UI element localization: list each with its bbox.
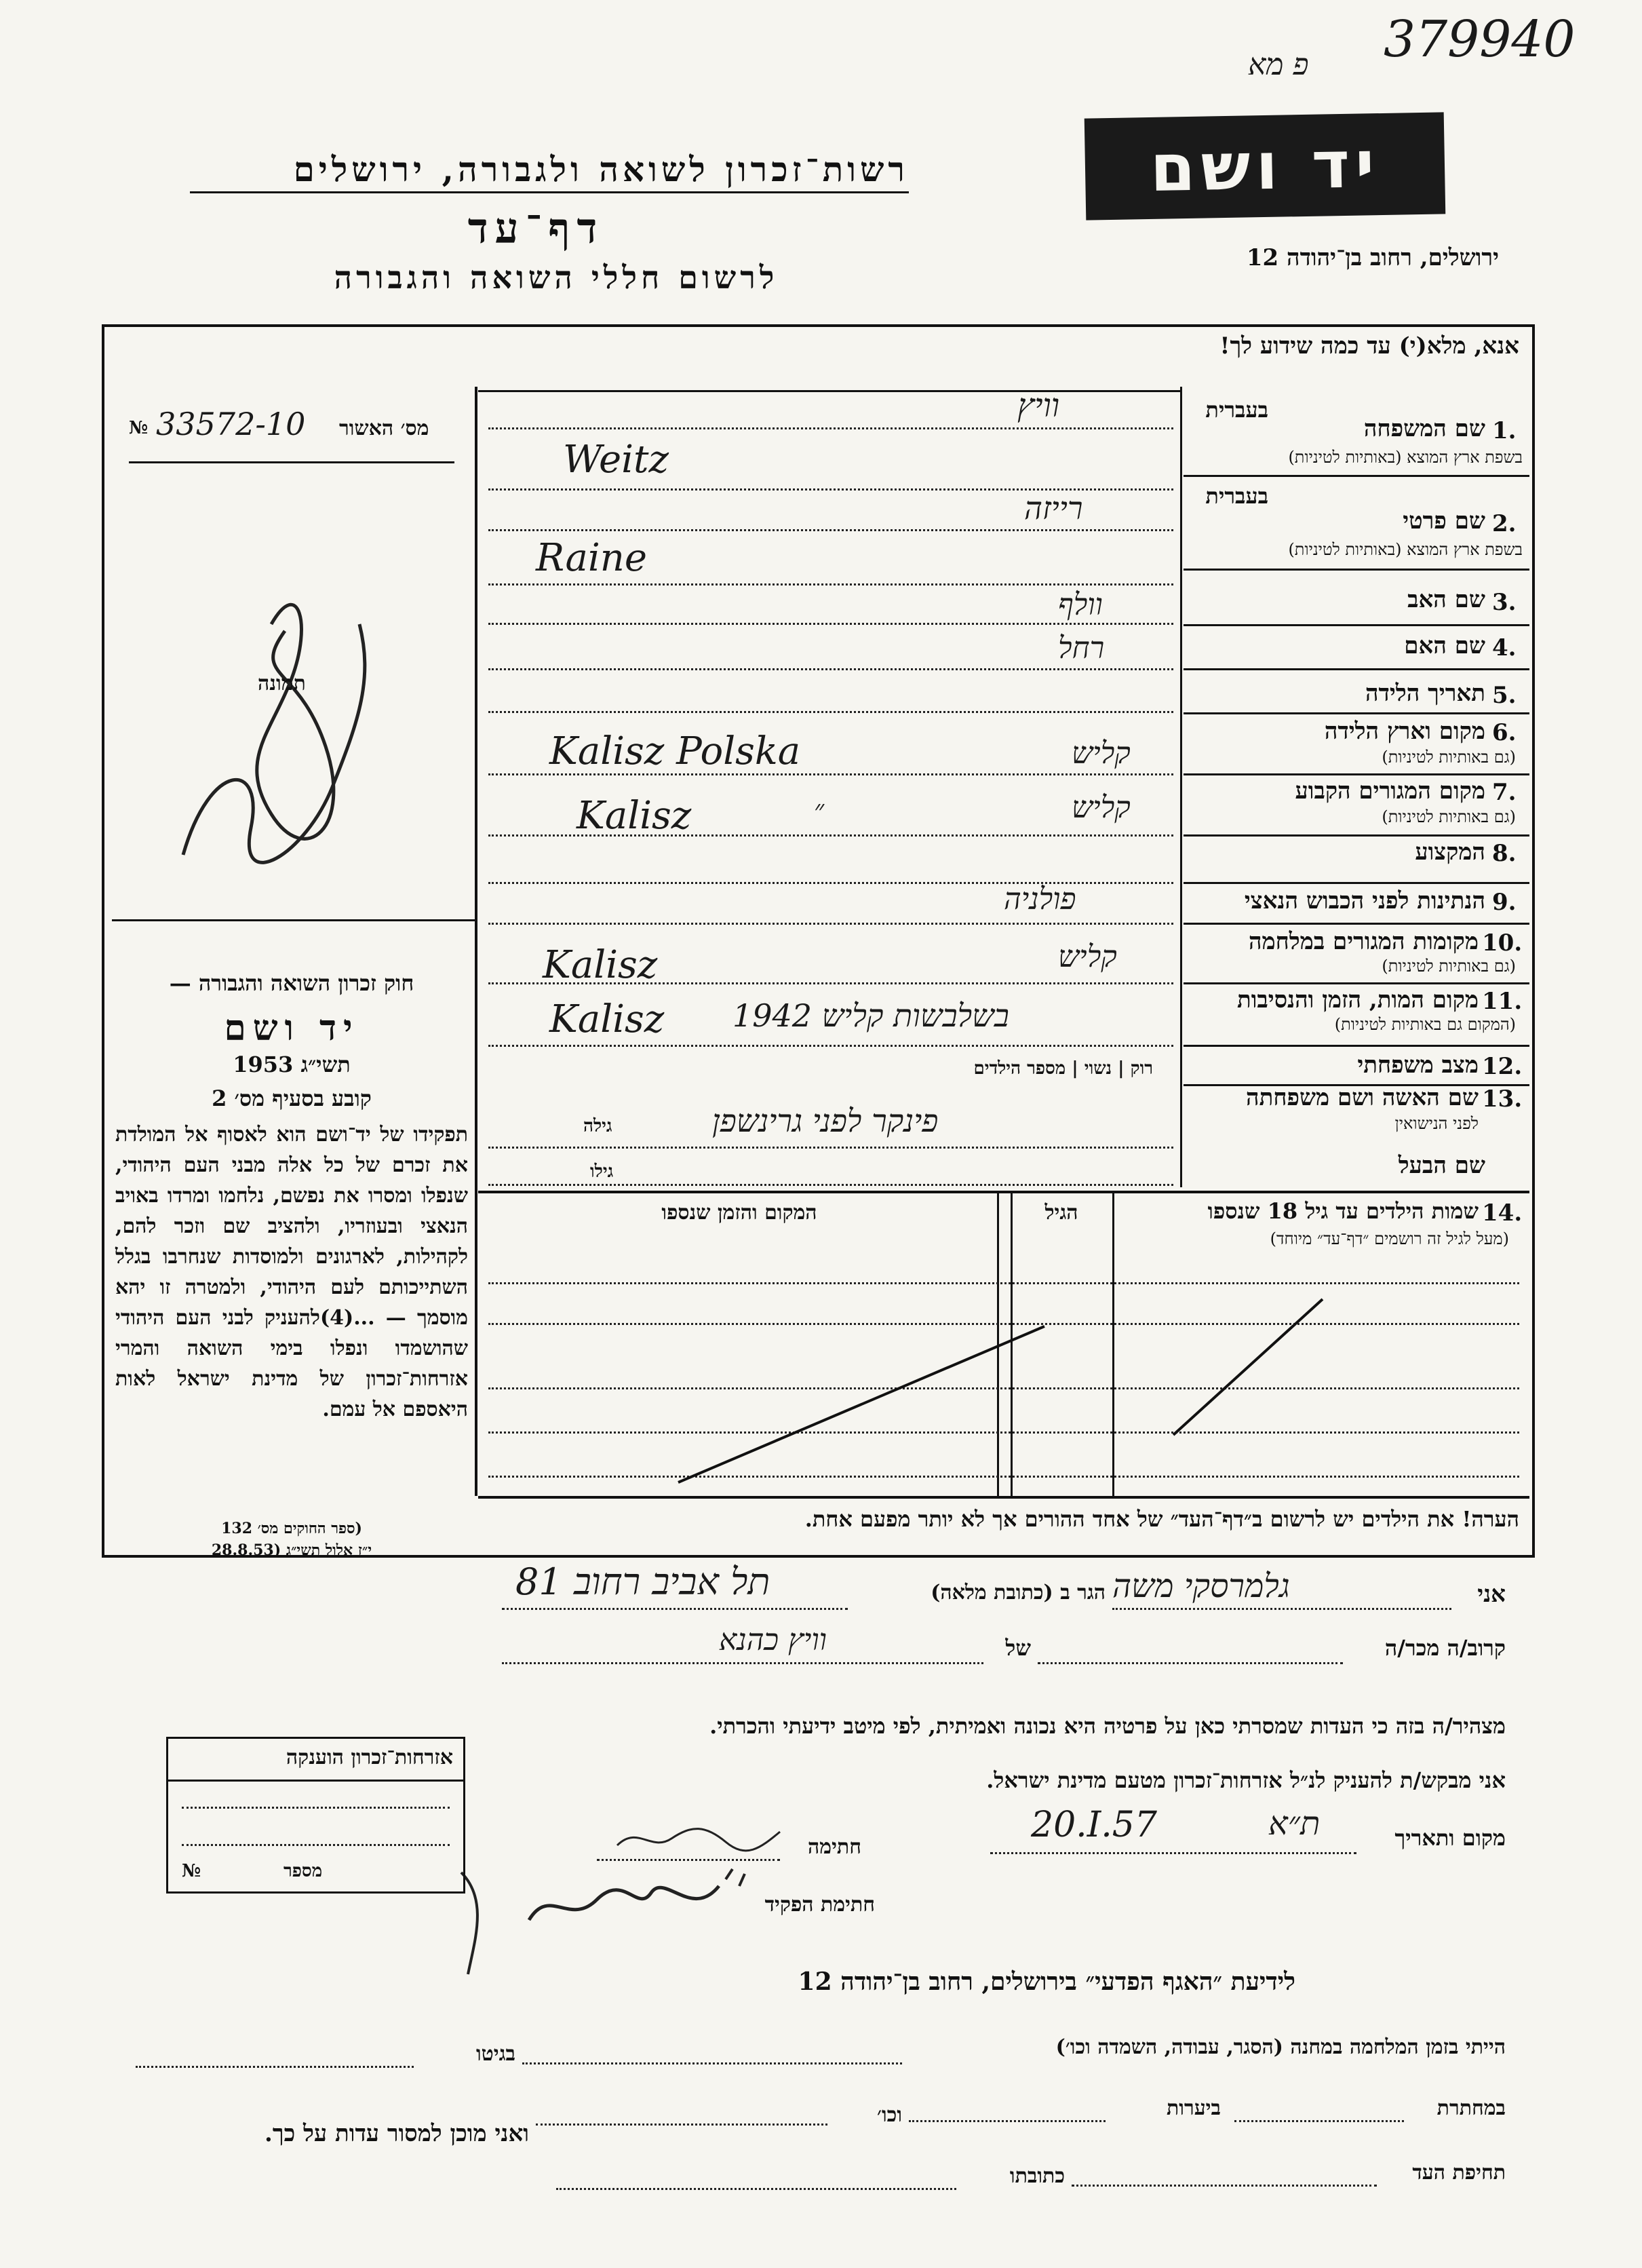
field-7-ditto: ״ xyxy=(814,794,825,826)
declarant-address-line xyxy=(502,1608,848,1610)
field-1-line-a xyxy=(488,427,1173,429)
field-6-value: קליש xyxy=(1072,736,1131,771)
declarant-of-label: של xyxy=(1005,1635,1031,1661)
field-1-latin-value: Weitz xyxy=(563,438,669,482)
approval-label: מס׳ האשור xyxy=(339,417,429,440)
field-13-sub: לפני הנישואין xyxy=(1394,1114,1479,1133)
field-7-divider xyxy=(1184,834,1529,837)
declarant-signature-icon xyxy=(610,1818,787,1859)
husband-line xyxy=(488,1184,1173,1186)
footer-line3-b: כתובתו xyxy=(1009,2164,1065,2188)
citizenship-line-2 xyxy=(182,1844,450,1846)
right-top-line xyxy=(478,390,1180,392)
field-11-label: מקום המות, הזמן והנסיבות xyxy=(1236,986,1479,1014)
children-age-header: הגיל xyxy=(1044,1201,1078,1225)
approval-box xyxy=(129,400,454,463)
footer-line1-b: בגיטו xyxy=(475,2042,515,2066)
field-6-divider xyxy=(1184,773,1529,775)
law-source-1: (ספר החוקים מס׳ 132 xyxy=(221,1520,362,1537)
law-clause: קובע בסעיף מס׳ 2 xyxy=(212,1085,372,1111)
field-6-line xyxy=(488,773,1173,775)
field-3-number: 3. xyxy=(1492,589,1517,616)
field-2-number: 2. xyxy=(1492,510,1517,537)
field-4-line xyxy=(488,668,1173,670)
field-13-spouse: פינקר לפני גרינשפן xyxy=(712,1102,939,1139)
declarant-relation-line xyxy=(1038,1662,1343,1664)
field-1-sub: בשפת ארץ המוצא (באותיות לטיניות) xyxy=(1288,448,1523,467)
field-7-value: קליש xyxy=(1072,790,1131,825)
logo-text: יד ושם xyxy=(1149,126,1381,206)
field-10-label: מקומות המגורים במלחמה xyxy=(1248,928,1479,955)
archive-number: 379940 xyxy=(1384,10,1576,69)
declarant-i-label: אני xyxy=(1477,1581,1506,1608)
field-2-hebrew-tag: בעברית xyxy=(1205,483,1268,509)
officer-label: חתימת הפקיד xyxy=(764,1893,875,1917)
field-11-latin: Kalisz xyxy=(549,997,665,1041)
field-11-number: 11. xyxy=(1482,988,1523,1015)
law-source-2: י״ז אלול תשי״ג (28.8.53 xyxy=(211,1541,372,1559)
field-4-value: רחל xyxy=(1058,631,1105,666)
field-7-line xyxy=(488,834,1173,837)
field-7-number: 7. xyxy=(1492,779,1517,806)
yad-vashem-logo xyxy=(1084,112,1446,220)
field-10-sub: (גם באותיות לטיניות) xyxy=(1382,957,1516,976)
field-9-line xyxy=(488,923,1173,925)
footer-line1-dots-a xyxy=(522,2062,902,2064)
children-strike-lines xyxy=(475,1191,1533,1503)
declarant-name-line xyxy=(1112,1608,1451,1610)
field-1-number: 1. xyxy=(1492,417,1517,444)
form-subtitle: לרשום חללי השואה והגבורה xyxy=(334,259,779,296)
field-12-number: 12. xyxy=(1482,1053,1523,1080)
declarant-of-line xyxy=(502,1662,983,1664)
field-4-number: 4. xyxy=(1492,634,1517,661)
footer-line2-dots-a xyxy=(1234,2120,1404,2122)
children-place-header: המקום והזמן שנספו xyxy=(661,1201,817,1225)
declarant-resides-label: הגר ב (כתובת מלאה) xyxy=(931,1581,1106,1604)
footer-line3-dots-a xyxy=(1072,2185,1377,2187)
citizenship-number-label: מספר xyxy=(284,1861,323,1881)
field-1-label: שם המשפחה xyxy=(1363,415,1485,442)
field-7-label: מקום המגורים הקבוע xyxy=(1295,777,1485,805)
field-10-line xyxy=(488,982,1173,984)
field-13-number: 13. xyxy=(1482,1085,1523,1113)
footer-line2-b: ביערות xyxy=(1166,2096,1221,2120)
footer-line2-d: ואני מוכן למסור עדות על כך. xyxy=(265,2120,529,2147)
field-10-divider xyxy=(1184,982,1529,984)
field-5-divider xyxy=(1184,712,1529,714)
field-10-number: 10. xyxy=(1482,929,1523,957)
children-number: 14. xyxy=(1482,1199,1523,1227)
children-sub: (מעל לגיל זה רושמים ״דף־עד״ מיוחד) xyxy=(1270,1229,1509,1248)
signature-label: חתימה xyxy=(808,1835,861,1859)
note-text: הערה! את הילדים יש לרשום ב״דף־העד״ של אחד ההורים אך לא יותר מפעם אחת. xyxy=(804,1506,1519,1532)
citizenship-title: אזרחות־זכרון הוענקה xyxy=(286,1746,453,1769)
place-date-line xyxy=(990,1852,1356,1854)
husband-age-label: גילו xyxy=(590,1161,614,1182)
declaration-text: מצהיר/ה בזה כי העדות שמסרתי כאן על פרטיה היא נכונה ואמיתית, לפי מיטב ידיעתי והכרתי. xyxy=(709,1713,1506,1739)
field-4-label: שם האם xyxy=(1404,632,1485,659)
field-6-latin: Kalisz Polska xyxy=(549,729,801,773)
note-top-line xyxy=(478,1496,1529,1499)
field-9-value: פולניה xyxy=(1004,882,1076,917)
footer-line3-a: תחיפת העד xyxy=(1412,2161,1506,2185)
footer-line2-dots-b xyxy=(909,2120,1106,2122)
field-8-number: 8. xyxy=(1492,840,1517,867)
citizenship-no: № xyxy=(182,1861,201,1881)
field-12-label: מצב משפחתי xyxy=(1357,1052,1479,1079)
authority-underline xyxy=(190,191,909,193)
field-10-value: קליש xyxy=(1058,940,1117,974)
field-2-label: שם פרטי xyxy=(1403,507,1485,535)
field-3-line xyxy=(488,623,1173,625)
field-5-label: תאריך הלידה xyxy=(1365,680,1485,707)
field-6-label: מקום וארץ הלידה xyxy=(1324,718,1485,745)
place-value: ת״א xyxy=(1268,1805,1321,1843)
photo-bottom-line xyxy=(112,919,475,921)
field-2-hebrew-value: רייזה xyxy=(1024,490,1083,526)
footer-line2-c: וכו׳ xyxy=(877,2103,902,2127)
field-2-line-b xyxy=(488,583,1173,585)
field-11-divider xyxy=(1184,1045,1529,1047)
field-12-options: רוק | נשוי | מספר הילדים xyxy=(973,1058,1153,1079)
archive-mark: פ מא xyxy=(1248,47,1309,82)
field-3-label: שם האב xyxy=(1407,586,1485,613)
field-9-number: 9. xyxy=(1492,889,1517,916)
law-title: חוק זכרון השואה והגבורה — xyxy=(169,970,414,996)
footer-notice: לידיעת ״האגף הפדעי״ בירושלים, רחוב בן־יהודה 12 xyxy=(798,1967,1295,1996)
husband-label: שם הבעל xyxy=(1398,1152,1485,1179)
field-1-divider xyxy=(1184,475,1529,477)
law-text: תפקידו של יד־ושם הוא לאסוף אל המולדת את זכרם של כל אלה מבני העם היהודי, שנפלו ומסרו את נפשם, נלחמו ומרדו באויב הנאצי ובעוזריו, ולהציב שם וזכר להם, לקהילות, לארגונים ולמוסדות שנחרבו בגלל השתייכותם לעם היהודי, ולמטרה זו יהא מוסמך — ...(4)להעניק לבני העם היהודי שהושמדו ונפלו בימי השואה והמרי אזרחות־זכרון של מדינת ישראל לאות היאספם אל עמם. xyxy=(115,1123,468,1421)
approval-no-symbol: № xyxy=(129,418,149,438)
field-11-line xyxy=(488,1045,1173,1047)
citizenship-line-1 xyxy=(182,1807,450,1809)
field-5-number: 5. xyxy=(1492,682,1517,709)
field-7-sub: (גם באותיות לטיניות) xyxy=(1382,807,1516,826)
header-address: ירושלים, רחוב בן־יהודה 12 xyxy=(1246,244,1499,271)
field-13-label: שם האשה ושם משפחתה xyxy=(1246,1084,1479,1111)
field-3-value: וולף xyxy=(1058,588,1103,622)
field-2-latin-value: Raine xyxy=(536,536,647,580)
children-label: שמות הילדים עד גיל 18 שנספו xyxy=(1207,1198,1479,1224)
citizenship-title-line xyxy=(168,1780,463,1782)
field-1-hebrew-tag: בעברית xyxy=(1205,397,1268,423)
field-6-number: 6. xyxy=(1492,719,1517,746)
label-column-divider xyxy=(1180,387,1182,1187)
footer-line2-a: במחתרת xyxy=(1436,2096,1506,2120)
footer-line3-dots-b xyxy=(556,2188,956,2190)
footer-line2-dots-c xyxy=(536,2123,827,2126)
field-2-sub: בשפת ארץ המוצא (באותיות לטיניות) xyxy=(1288,540,1523,559)
footer-line1-dots-b xyxy=(136,2066,414,2068)
field-6-sub: (גם באותיות לטיניות) xyxy=(1382,748,1516,767)
photo-label: תמונה xyxy=(258,672,306,695)
request-text: אני מבקש/ת להעניק לנ״ל אזרחות־זכרון מטעם מדינת ישראל. xyxy=(986,1767,1506,1793)
declarant-relation: וויץ כהנא xyxy=(719,1623,827,1657)
field-2-divider xyxy=(1184,569,1529,571)
field-11-value: בשלבשות קליש 1942 xyxy=(732,997,1009,1034)
field-9-label: הנתינות לפני הכבוש הנאצי xyxy=(1244,887,1485,915)
date-value: 20.I.57 xyxy=(1031,1805,1157,1845)
field-11-sub: (המקום גם באותיות לטיניות) xyxy=(1334,1015,1516,1034)
field-8-label: המקצוע xyxy=(1415,839,1485,866)
field-13-line xyxy=(488,1147,1173,1149)
intro-text: אנא, מלא(י) עד כמה שידוע לך! xyxy=(1219,332,1519,360)
field-7-latin: Kalisz xyxy=(576,794,692,838)
declarant-relation-label: קרוב/ה מכר/ה xyxy=(1384,1635,1506,1661)
place-date-label: מקום ותאריך xyxy=(1394,1825,1506,1851)
law-org: יד ושם xyxy=(224,1007,359,1049)
form-title: דף־עד xyxy=(467,204,604,253)
field-1-hebrew-value: וויץ xyxy=(1017,387,1060,425)
field-13-age-label: גילה xyxy=(583,1116,612,1136)
authority-title: רשות־זכרון לשואה ולגבורה, ירושלים xyxy=(293,149,909,189)
field-9-divider xyxy=(1184,923,1529,925)
field-4-divider xyxy=(1184,668,1529,670)
footer-line1-a: הייתי בזמן המלחמה במחנה (הסגר, עבודה, השמדה וכו׳) xyxy=(1055,2035,1506,2059)
field-8-divider xyxy=(1184,882,1529,884)
citizenship-box xyxy=(166,1737,465,1894)
approval-number: 33572-10 xyxy=(156,406,306,442)
field-5-line xyxy=(488,711,1173,713)
officer-signature-icon xyxy=(448,1859,753,1981)
law-year: תשי״ג 1953 xyxy=(233,1052,351,1077)
declarant-name: גלמרסקי משה xyxy=(1112,1567,1290,1605)
field-10-latin: Kalisz xyxy=(543,943,658,987)
field-3-divider xyxy=(1184,624,1529,626)
declarant-address: תל אביב רחוב 81 xyxy=(515,1560,770,1603)
field-2-line-a xyxy=(488,529,1173,531)
